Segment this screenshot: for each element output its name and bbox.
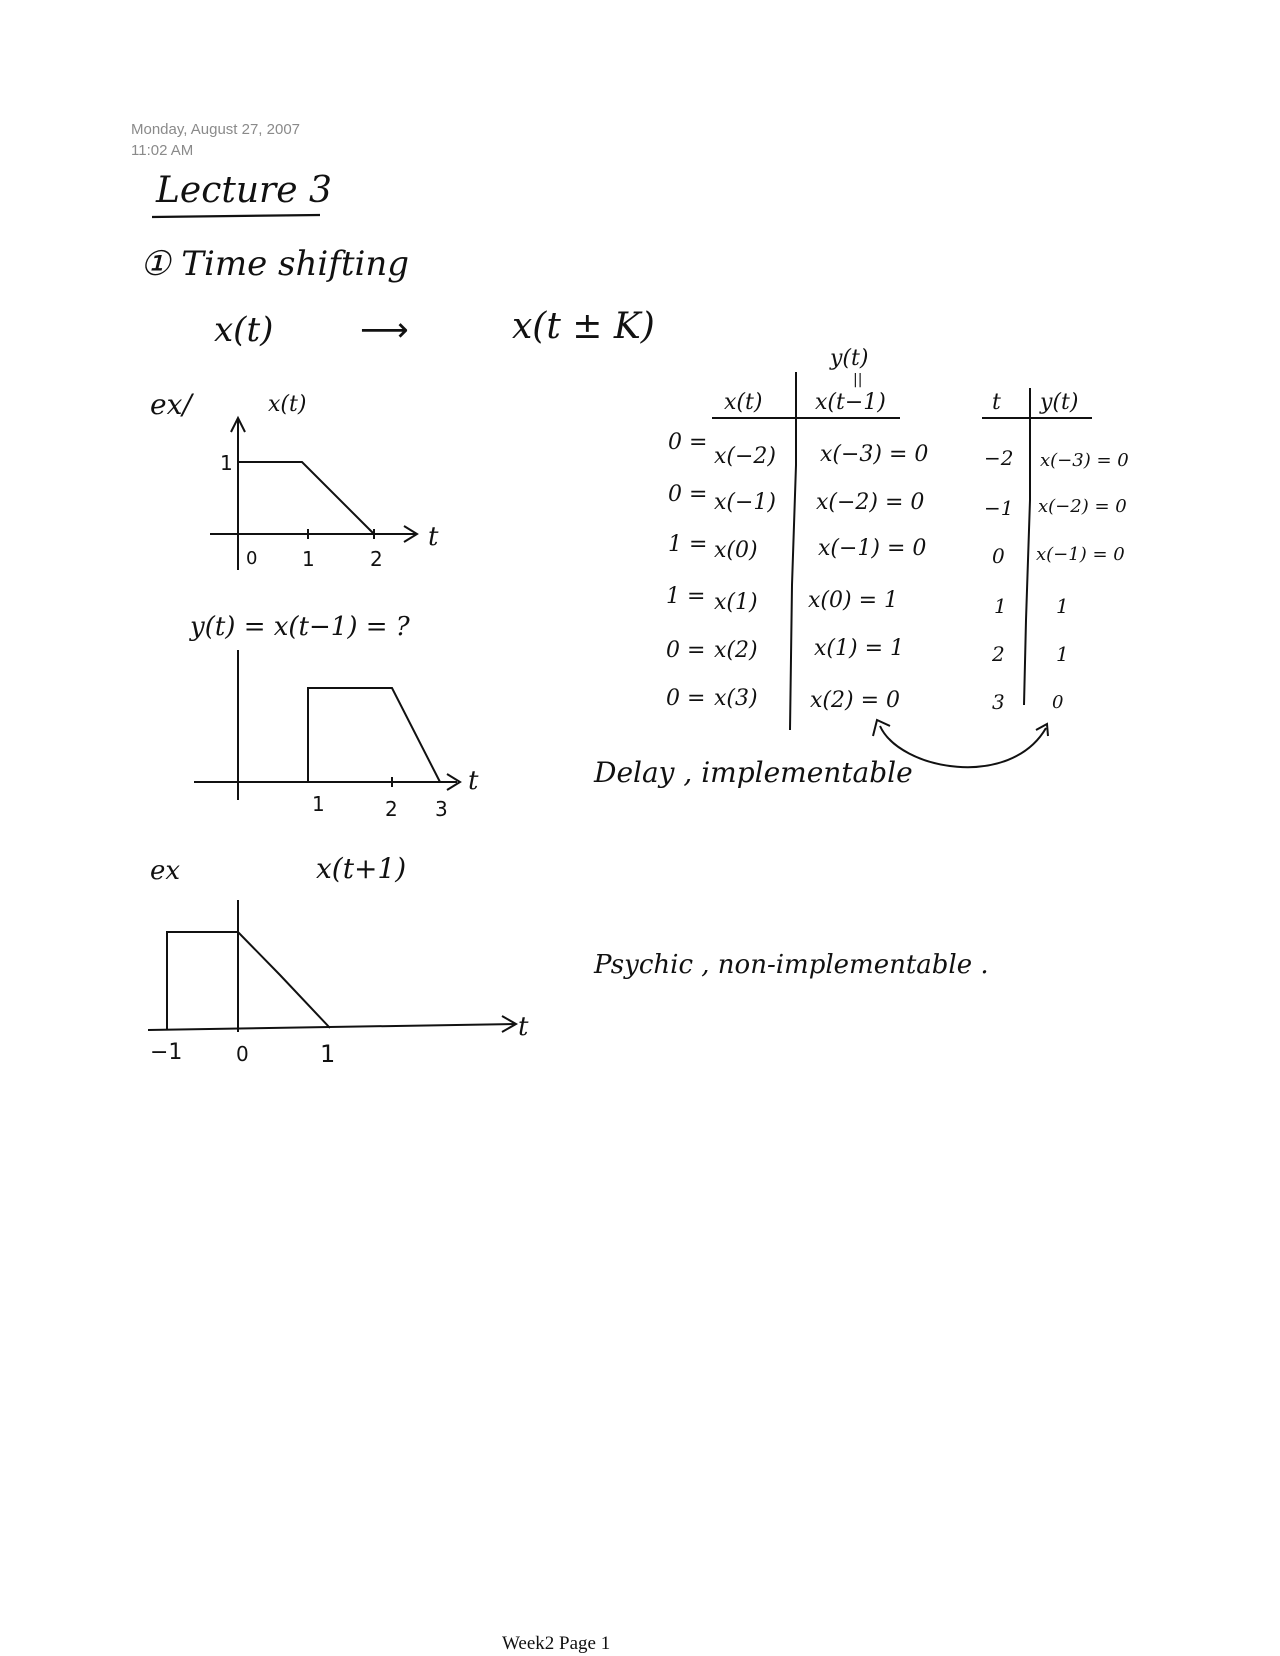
plot2-x-tick-2: 2 (385, 797, 398, 821)
note-date: Monday, August 27, 2007 (131, 121, 301, 138)
psychic-note: Psychic , non-implementable . (594, 950, 989, 980)
section-heading: ① Time shifting (140, 244, 410, 284)
table1-row-x: x(1) (714, 590, 758, 615)
plot2-x-tick-3: 3 (435, 797, 448, 821)
table2-row-t: 0 (992, 544, 1005, 568)
plot2-x-tick-1: 1 (312, 792, 325, 816)
mapping-from: x(t) (214, 310, 274, 350)
table1-row-x: x(−1) (714, 490, 777, 515)
mapping-arrow: ⟶ (360, 310, 409, 350)
table1-header-x: x(t) (724, 390, 763, 415)
lecture-title: Lecture 3 (156, 170, 332, 211)
plot1-y-tick: 1 (220, 451, 233, 475)
plot1-x-tick-0: 0 (246, 548, 258, 569)
plot1-x-tick-1: 1 (302, 547, 315, 571)
example1-label: ex/ (150, 388, 192, 421)
table2-row-y: 1 (1056, 642, 1069, 666)
example1-question: y(t) = x(t−1) = ? (190, 612, 410, 642)
table2-row-t: 1 (994, 594, 1007, 618)
table1-row-lhs: 1 = (668, 532, 708, 557)
example2-label: ex (150, 856, 181, 886)
table2-row-y: x(−2) = 0 (1038, 496, 1127, 517)
plot1-x-tick-2: 2 (370, 547, 383, 571)
table1-top-label: y(t) (830, 346, 869, 371)
table1-row-x: x(2) (714, 638, 758, 663)
table2-row-t: 2 (992, 642, 1005, 666)
table1-row-lhs: 1 = (666, 584, 706, 609)
plot3-x-tick-1: 1 (320, 1040, 336, 1068)
example2-signal-label: x(t+1) (316, 852, 407, 885)
table2-row-t: 3 (992, 690, 1005, 714)
table1-row-shifted: x(0) = 1 (808, 588, 898, 613)
table1-row-x: x(0) (714, 538, 758, 563)
table1-row-lhs: 0 = (668, 482, 708, 507)
table1-top-eq: || (853, 372, 863, 388)
table2-row-y: 1 (1056, 594, 1069, 618)
plot3-x-tick-0: 0 (236, 1042, 249, 1066)
table2-row-t: −1 (984, 496, 1014, 520)
table2-row-y: x(−3) = 0 (1040, 450, 1129, 471)
plot3-x-tick-neg1: −1 (150, 1040, 183, 1065)
plot2-x-axis-label: t (468, 766, 479, 796)
table1-row-shifted: x(−1) = 0 (818, 536, 927, 561)
table2-row-y: x(−1) = 0 (1036, 544, 1125, 565)
mapping-to: x(t ± K) (512, 306, 655, 347)
table1-row-shifted: x(−2) = 0 (816, 490, 925, 515)
plot3-x-axis-label: t (518, 1012, 529, 1042)
table1-row-shifted: x(2) = 0 (810, 688, 900, 713)
example1-signal-label: x(t) (268, 392, 307, 417)
table1-row-shifted: x(1) = 1 (814, 636, 904, 661)
table1-row-x: x(3) (714, 686, 758, 711)
table1-row-x: x(−2) (714, 444, 777, 469)
table1-row-lhs: 0 = (666, 686, 706, 711)
delay-note: Delay , implementable (594, 756, 913, 789)
table2-header-y: y(t) (1040, 390, 1079, 415)
plot1-x-axis-label: t (428, 522, 439, 552)
table2-row-t: −2 (984, 446, 1014, 470)
table1-row-lhs: 0 = (666, 638, 706, 663)
page-footer: Week2 Page 1 (502, 1633, 611, 1654)
note-time: 11:02 AM (131, 142, 194, 159)
table1-row-lhs: 0 = (668, 430, 708, 455)
table1-header-shifted: x(t−1) (815, 390, 886, 415)
table2-header-t: t (992, 390, 1001, 415)
table2-row-y: 0 (1052, 692, 1064, 713)
table1-row-shifted: x(−3) = 0 (820, 442, 929, 467)
